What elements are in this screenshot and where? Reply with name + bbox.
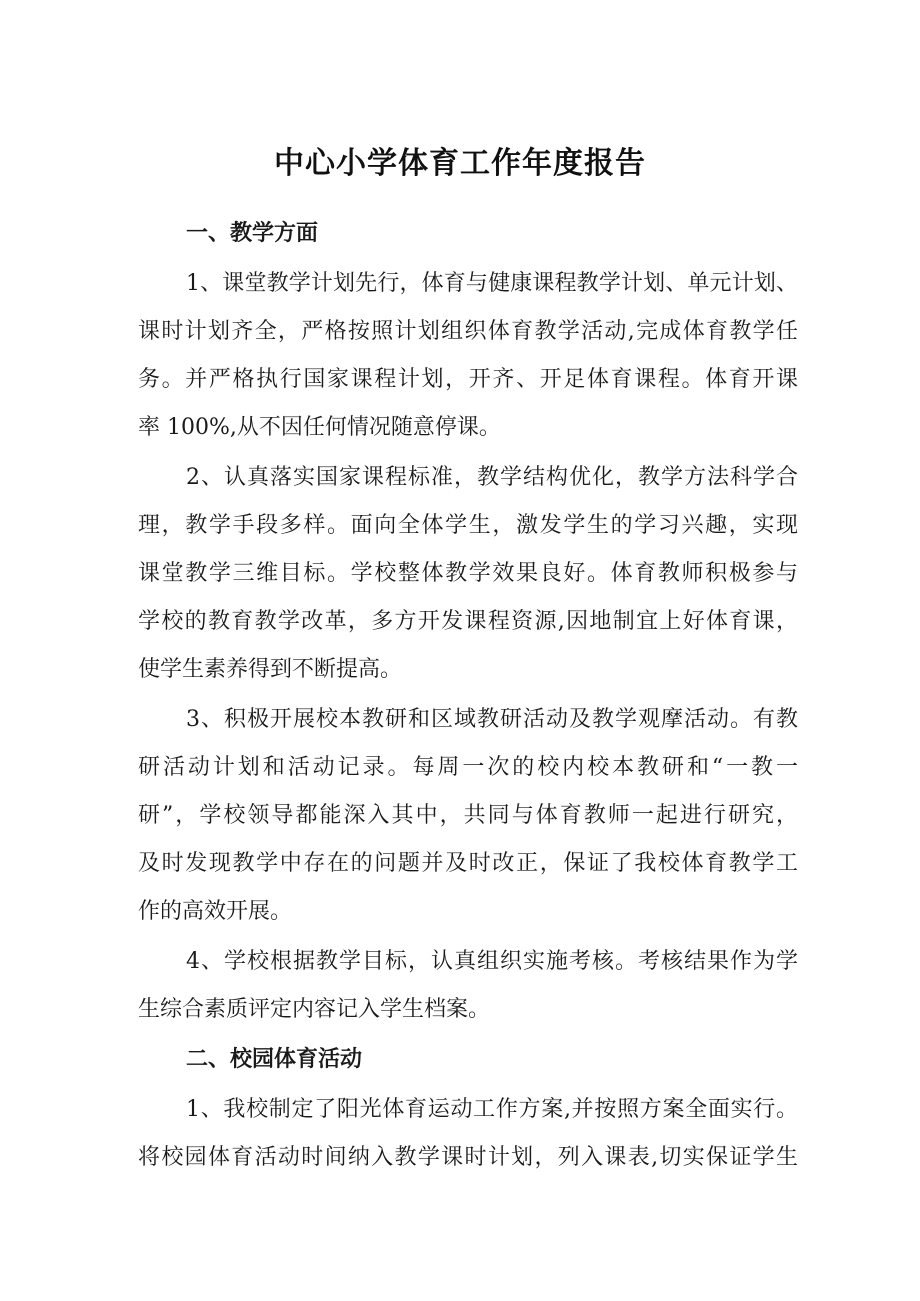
paragraph-line: 生综合素质评定内容记入学生档案。 [138, 997, 491, 1022]
paragraph-line: 2、认真落实国家课程标准，教学结构优化，教学方法科学合 [186, 465, 798, 490]
paragraph-line: 研活动计划和活动记录。每周一次的校内校本教研和“一教一 [138, 755, 798, 780]
section-heading-campus-sports: 二、校园体育活动 [186, 1047, 363, 1072]
paragraph-line: 使学生素养得到不断提高。 [138, 657, 403, 682]
paragraph-line: 1、课堂教学计划先行，体育与健康课程教学计划、单元计划、 [186, 271, 798, 296]
paragraph-campus-sports-1 [138, 1086, 798, 1182]
paragraph-line: 研”，学校领导都能深入其中，共同与体育教师一起进行研究， [138, 803, 798, 828]
paragraph-line: 课堂教学三维目标。学校整体教学效果良好。体育教师积极参与 [138, 561, 798, 586]
paragraph-line: 3、积极开展校本教研和区域教研活动及教学观摩活动。有教 [186, 707, 798, 732]
paragraph-line: 课时计划齐全，严格按照计划组织体育教学活动,完成体育教学任 [138, 319, 798, 344]
paragraph-line: 理，教学手段多样。面向全体学生，激发学生的学习兴趣，实现 [138, 513, 798, 538]
paragraph-teaching-1 [138, 260, 798, 452]
paragraph-line: 学校的教育教学改革，多方开发课程资源,因地制宜上好体育课， [138, 609, 798, 634]
section-heading-teaching: 一、教学方面 [186, 221, 319, 246]
document-body [138, 210, 798, 1184]
paragraph-line: 率 100%,从不因任何情况随意停课。 [138, 415, 501, 440]
paragraph-line: 将校园体育活动时间纳入教学课时计划，列入课表,切实保证学生 [138, 1145, 798, 1170]
paragraph-teaching-2 [138, 454, 798, 694]
document-title: 中心小学体育工作年度报告 [274, 146, 646, 181]
paragraph-line: 1、我校制定了阳光体育运动工作方案,并按照方案全面实行。 [186, 1097, 798, 1122]
paragraph-line: 4、学校根据教学目标，认真组织实施考核。考核结果作为学 [186, 949, 798, 974]
paragraph-teaching-4 [138, 938, 798, 1034]
paragraph-line: 作的高效开展。 [138, 899, 293, 924]
paragraph-line: 务。并严格执行国家课程计划，开齐、开足体育课程。体育开课 [138, 367, 798, 392]
paragraph-teaching-3 [138, 696, 798, 936]
paragraph-line: 及时发现教学中存在的问题并及时改正，保证了我校体育教学工 [138, 851, 798, 876]
